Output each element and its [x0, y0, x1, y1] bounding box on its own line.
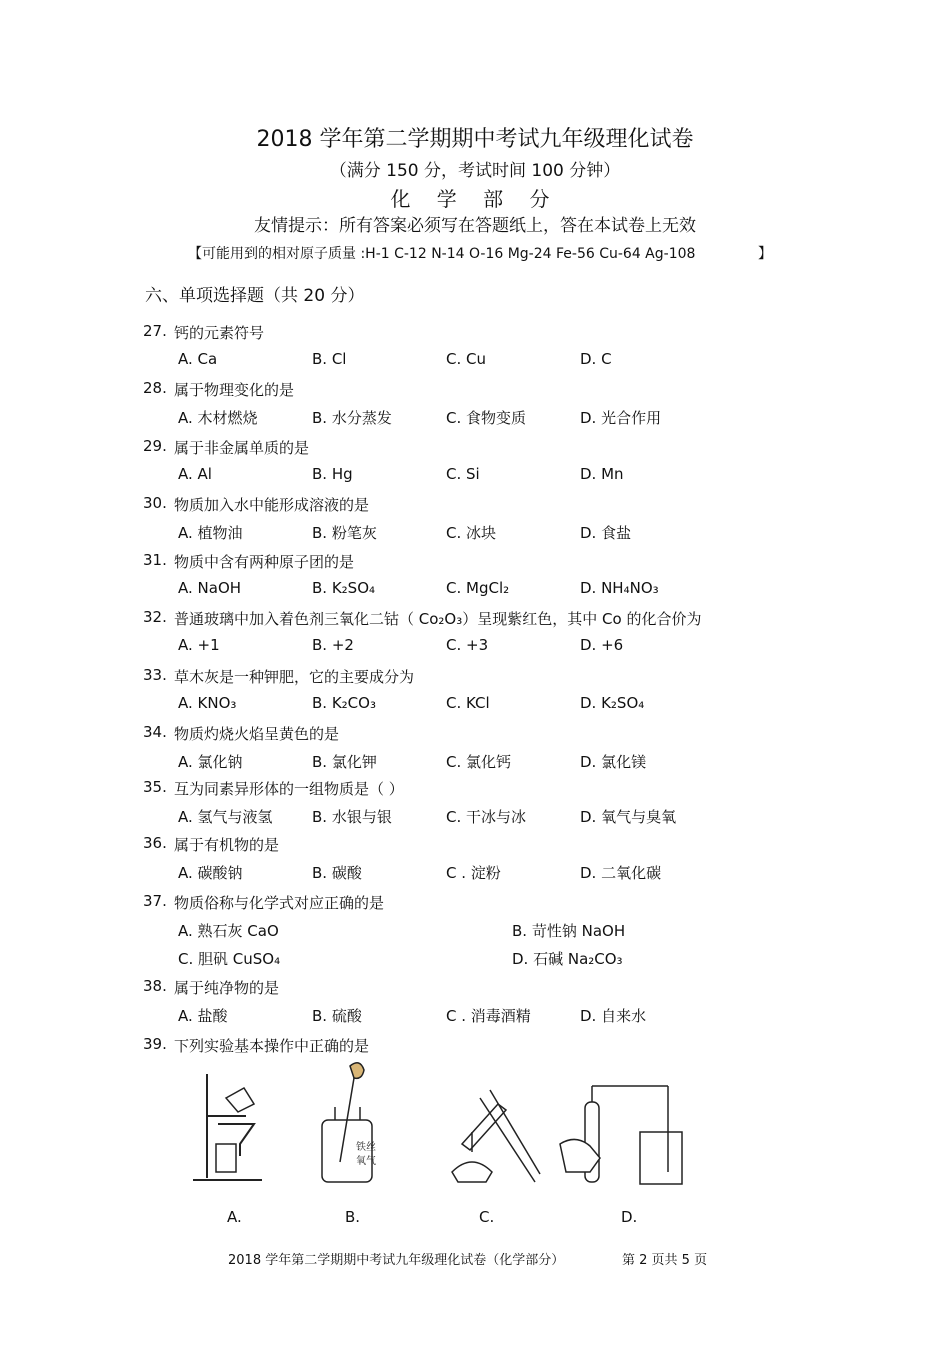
option-c: C. KCl: [446, 694, 490, 712]
svg-text:铁丝: 铁丝: [356, 1142, 376, 1153]
option-a: A. Al: [178, 465, 212, 483]
question-number: 36.: [143, 834, 167, 852]
option-a: A. 氢气与液氢: [178, 808, 273, 826]
option-d: D. Mn: [580, 465, 624, 483]
option-c: C. 冰块: [446, 524, 497, 542]
question-number: 27.: [143, 322, 167, 340]
question-text: 属于有机物的是: [174, 836, 280, 854]
question-text: 属于非金属单质的是: [174, 439, 310, 457]
tip-text: 友情提示：所有答案必须写在答题纸上，答在本试卷上无效: [254, 216, 696, 236]
option-b: B. K₂CO₃: [312, 694, 376, 712]
lab-apparatus-diagrams: [0, 1062, 950, 1232]
atomic-mass-bracket: 】: [758, 246, 772, 262]
section-title: 六、单项选择题（共 20 分）: [145, 286, 365, 306]
option-b: B. 水银与银: [312, 808, 392, 826]
exam-subtitle: （满分 150 分，考试时间 100 分钟）: [329, 161, 621, 181]
option-b: B. 粉笔灰: [312, 524, 377, 542]
option-d: D. K₂SO₄: [580, 694, 645, 712]
option-c: C. MgCl₂: [446, 579, 510, 597]
option-b: B. +2: [312, 636, 354, 654]
option-a: A. 碳酸钠: [178, 864, 243, 882]
exam-title: 2018 学年第二学期期中考试九年级理化试卷: [256, 127, 694, 152]
option-c: C. 食物变质: [446, 409, 527, 427]
option-b: B. 氯化钾: [312, 753, 377, 771]
option-d: D. 氯化镁: [580, 753, 647, 771]
option-b: B. 碳酸: [312, 864, 362, 882]
question-text: 物质俗称与化学式对应正确的是: [174, 894, 385, 912]
question-text: 互为同素异形体的一组物质是（ ）: [174, 780, 404, 798]
option-d: D. 自来水: [580, 1007, 647, 1025]
question-number: 33.: [143, 666, 167, 684]
option-a: A. 植物油: [178, 524, 243, 542]
option-c: C. Si: [446, 465, 480, 483]
question-text: 物质加入水中能形成溶液的是: [174, 496, 370, 514]
option-c: C. Cu: [446, 350, 486, 368]
question-text: 物质灼烧火焰呈黄色的是: [174, 725, 340, 743]
question-text: 普通玻璃中加入着色剂三氧化二钴（ Co₂O₃）呈现紫红色，其中 Co 的化合价为: [174, 610, 702, 628]
option-a: A. NaOH: [178, 579, 242, 597]
question-number: 34.: [143, 723, 167, 741]
option-d: D. 氧气与臭氧: [580, 808, 677, 826]
question-number: 39.: [143, 1035, 167, 1053]
option-d: D. 二氧化碳: [580, 864, 662, 882]
option-d: D. 石碱 Na₂CO₃: [512, 950, 623, 968]
option-a: A. Ca: [178, 350, 218, 368]
option-b: B. Cl: [312, 350, 347, 368]
figure-a-filtration: [193, 1074, 262, 1180]
option-d: D. 食盐: [580, 524, 632, 542]
question-number: 37.: [143, 892, 167, 910]
option-c: C. 胆矾 CuSO₄: [178, 950, 281, 968]
option-d: D. +6: [580, 636, 624, 654]
option-d: D. 光合作用: [580, 409, 662, 427]
option-c: C . 消毒酒精: [446, 1007, 531, 1025]
option-c: C. 氯化钙: [446, 753, 512, 771]
figure-label-a: A.: [227, 1208, 242, 1226]
question-text: 属于物理变化的是: [174, 381, 295, 399]
option-a: A. +1: [178, 636, 220, 654]
question-text: 物质中含有两种原子团的是: [174, 553, 355, 571]
part-title: 化 学 部 分: [390, 187, 560, 211]
option-c: C. 干冰与冰: [446, 808, 527, 826]
atomic-mass-note: [188, 243, 772, 263]
question-text: 下列实验基本操作中正确的是: [174, 1037, 370, 1055]
option-b: B. 水分蒸发: [312, 409, 392, 427]
footer-title: 2018 学年第二学期期中考试九年级理化试卷（化学部分）: [228, 1253, 565, 1268]
atomic-mass-text: 【可能用到的相对原子质量 :H-1 C-12 N-14 O-16 Mg-24 Fe-56 Cu-64 Ag-108: [188, 246, 696, 262]
option-b: B. Hg: [312, 465, 353, 483]
question-number: 29.: [143, 437, 167, 455]
question-number: 38.: [143, 977, 167, 995]
figure-d-airtight-check: [560, 1086, 682, 1184]
q39-figures: [0, 1062, 950, 1232]
option-a: A. KNO₃: [178, 694, 237, 712]
footer-page: 第 2 页共 5 页: [622, 1253, 708, 1268]
option-d: D. C: [580, 350, 612, 368]
option-a: A. 熟石灰 CaO: [178, 922, 279, 940]
option-a: A. 氯化钠: [178, 753, 243, 771]
figure-label-b: B.: [345, 1208, 361, 1226]
question-text: 属于纯净物的是: [174, 979, 280, 997]
question-text: 钙的元素符号: [174, 324, 265, 342]
question-number: 30.: [143, 494, 167, 512]
question-number: 35.: [143, 778, 167, 796]
option-a: A. 盐酸: [178, 1007, 228, 1025]
option-a: A. 木材燃烧: [178, 409, 258, 427]
question-number: 32.: [143, 608, 167, 626]
option-c: C. +3: [446, 636, 489, 654]
figure-b-iron-in-oxygen: [322, 1063, 376, 1182]
option-b: B. 苛性钠 NaOH: [512, 922, 626, 940]
question-number: 28.: [143, 379, 167, 397]
option-b: B. 硫酸: [312, 1007, 362, 1025]
figure-c-heating-tube: [452, 1090, 540, 1182]
svg-text:氧气: 氧气: [356, 1156, 376, 1167]
question-text: 草木灰是一种钾肥，它的主要成分为: [174, 668, 415, 686]
option-d: D. NH₄NO₃: [580, 579, 659, 597]
question-number: 31.: [143, 551, 167, 569]
option-b: B. K₂SO₄: [312, 579, 376, 597]
option-c: C . 淀粉: [446, 864, 501, 882]
figure-label-c: C.: [479, 1208, 495, 1226]
figure-label-d: D.: [621, 1208, 638, 1226]
